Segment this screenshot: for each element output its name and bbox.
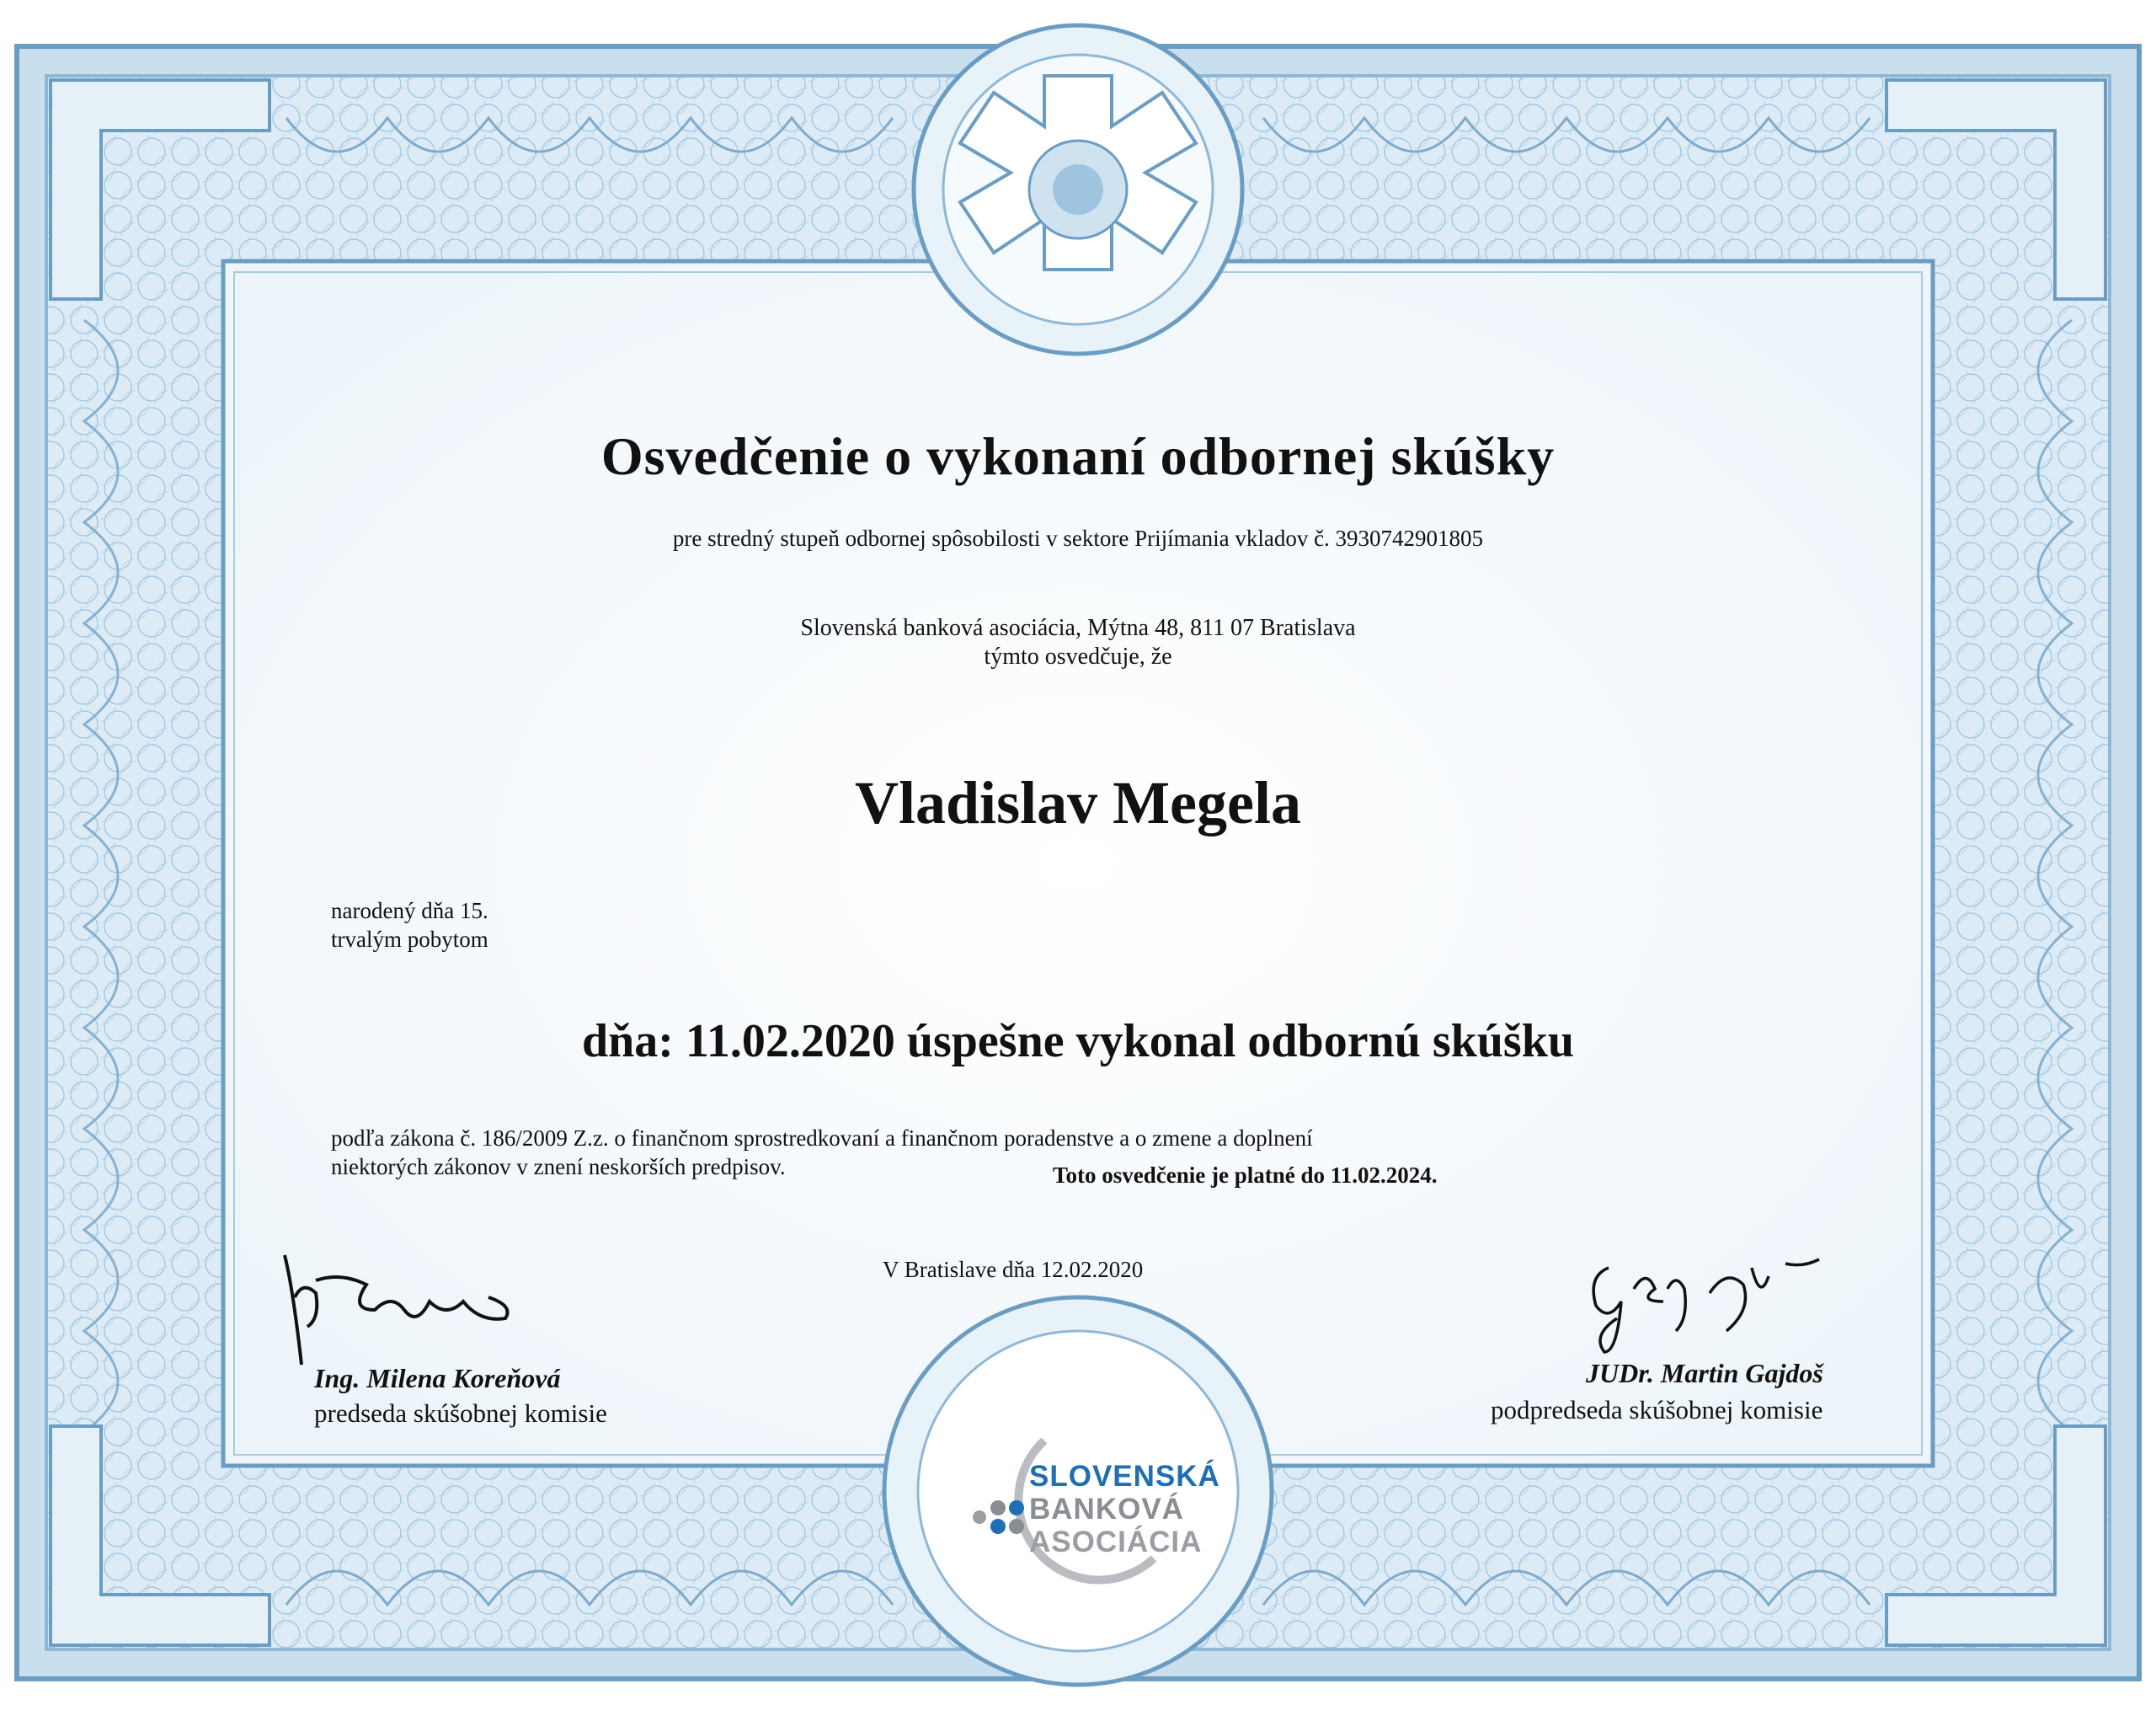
- left-signature: [278, 1247, 514, 1373]
- place-and-date: V Bratislave dňa 12.02.2020: [883, 1257, 1144, 1282]
- right-signature: [1583, 1243, 1836, 1360]
- birth-date-line: narodený dňa 15.: [331, 898, 488, 923]
- recipient-name: Vladislav Megela: [855, 769, 1301, 836]
- right-signatory-role: podpredseda skúšobnej komisie: [1491, 1395, 1823, 1424]
- logo-text-line3: ASOCIÁCIA: [1029, 1526, 1203, 1558]
- top-medallion: [914, 25, 1242, 354]
- certificate-subtitle: pre stredný stupeň odbornej spôsobilosti v sektore Prijímania vkladov č. 3930742901805: [672, 526, 1484, 551]
- right-signatory-name: JUDr. Martin Gajdoš: [1586, 1358, 1823, 1388]
- residence-line: trvalým pobytom: [331, 927, 488, 952]
- issuer-address: Slovenská banková asociácia, Mýtna 48, 811 07 Bratislava: [800, 615, 1356, 641]
- logo-text-line1: SLOVENSKÁ: [1029, 1460, 1220, 1493]
- law-reference-line1: podľa zákona č. 186/2009 Z.z. o finančnom sprostredkovaní a finančnom poradenstve a o zmene a doplnení: [331, 1125, 1313, 1151]
- exam-result: dňa: 11.02.2020 úspešne vykonal odbornú skúšku: [581, 1015, 1575, 1067]
- issuer-statement: týmto osvedčuje, že: [984, 644, 1172, 670]
- law-reference-line2: niektorých zákonov v znení neskorších predpisov.: [331, 1154, 786, 1179]
- left-signatory-name: Ing. Milena Koreňová: [314, 1363, 561, 1393]
- left-signatory-role: predseda skúšobnej komisie: [314, 1398, 607, 1428]
- validity-statement: Toto osvedčenie je platné do 11.02.2024.: [1053, 1162, 1438, 1188]
- certificate-title: Osvedčenie o vykonaní odbornej skúšky: [600, 426, 1556, 486]
- logo-text-line2: BANKOVÁ: [1029, 1493, 1184, 1526]
